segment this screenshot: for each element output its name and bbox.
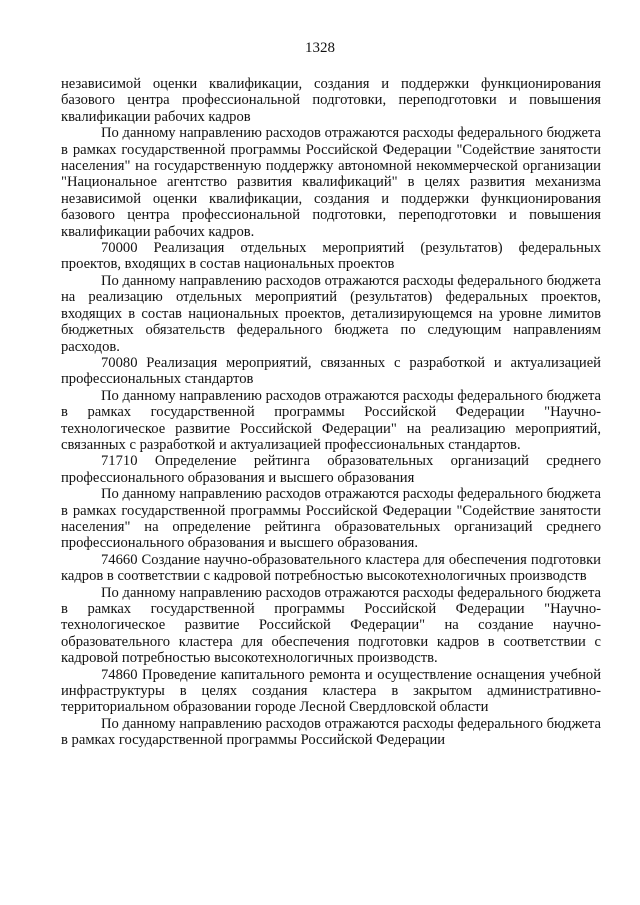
paragraph-description: По данному направлению расходов отражаются расходы федерального бюджета в рамках государственной программы Российской Федерации "Содействие занятости населения" на определение рейтинга образовательных организаций среднего профессионального образования и высшего образования. bbox=[61, 486, 601, 552]
paragraph-code-heading: 70080 Реализация мероприятий, связанных с разработкой и актуализацией профессиональных стандартов bbox=[61, 354, 601, 388]
paragraph-code-heading: 71710 Определение рейтинга образовательных организаций среднего профессионального образования и высшего образования bbox=[61, 453, 601, 486]
paragraph-description: По данному направлению расходов отражаются расходы федерального бюджета в рамках государственной программы Российской Федерации "Научно-технологическое развитие Российской Федерации" на реализацию мероприятий, связанных с разработкой и актуализацией профессиональных стандартов. bbox=[61, 387, 601, 453]
paragraph-description: По данному направлению расходов отражаются расходы федерального бюджета в рамках государственной программы Российской Федерации "Содействие занятости населения" на государственную поддержку автономной некоммерческой организации "Национальное агентство развития квалификаций" в целях развития механизма независимой оценки квалификации, создания и поддержки функционирования базового центра профессиональной подготовки, переподготовки и повышения квалификации рабочих кадров. bbox=[61, 125, 601, 240]
paragraph-description: По данному направлению расходов отражаются расходы федерального бюджета на реализацию отдельных мероприятий (результатов) федеральных проектов, входящих в состав национальных проектов, детализирующемся на уровне лимитов бюджетных обязательств федерального бюджета по следующим направлениям расходов. bbox=[61, 272, 601, 355]
paragraph-code-heading: 74660 Создание научно-образовательного кластера для обеспечения подготовки кадров в соответствии с кадровой потребностью высокотехнологичных производств bbox=[61, 551, 601, 585]
paragraph-code-heading: 74860 Проведение капитального ремонта и осуществление оснащения учебной инфраструктуры в целях создания кластера в закрытом административно-территориальном образовании городе Лесной Свердловской области bbox=[61, 666, 601, 716]
document-body bbox=[61, 76, 601, 749]
page-number: 1328 bbox=[305, 40, 335, 56]
paragraph-description: По данному направлению расходов отражаются расходы федерального бюджета в рамках государственной программы Российской Федерации "Научно-технологическое развитие Российской Федерации" на создание научно-образовательного кластера для обеспечения подготовки кадров в соответствии с кадровой потребностью высокотехнологичных производств. bbox=[61, 584, 601, 667]
paragraph-continuation: независимой оценки квалификации, создания и поддержки функционирования базового центра профессиональной подготовки, переподготовки и повышения квалификации рабочих кадров bbox=[61, 76, 601, 125]
paragraph-description: По данному направлению расходов отражаются расходы федерального бюджета в рамках государственной программы Российской Федерации bbox=[61, 715, 601, 749]
paragraph-code-heading: 70000 Реализация отдельных мероприятий (результатов) федеральных проектов, входящих в состав национальных проектов bbox=[61, 240, 601, 273]
